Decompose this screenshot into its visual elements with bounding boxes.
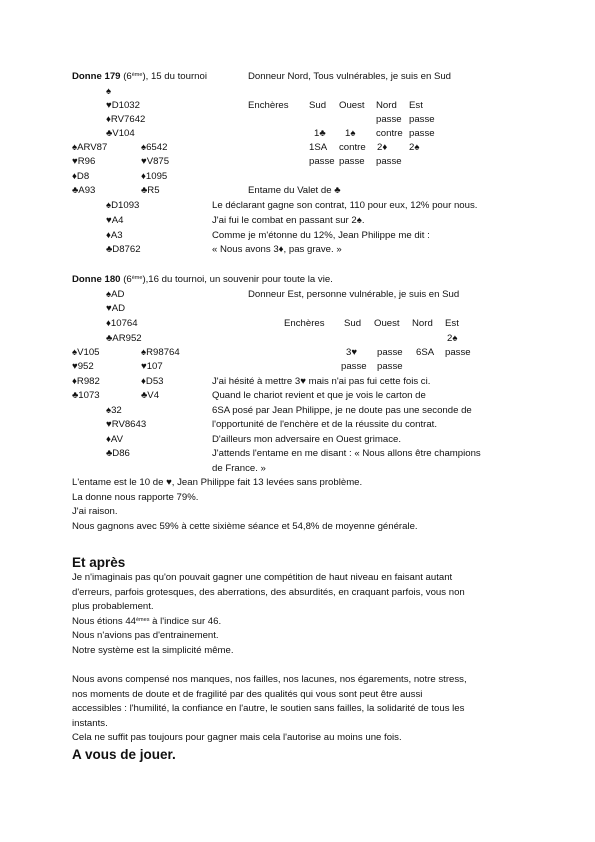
hand180-bidding-label: Enchères <box>284 318 325 329</box>
hand180-east-clubs: ♣V4 <box>141 390 160 401</box>
hand179-east-spades: ♠6542 <box>141 142 168 153</box>
hand179-lead: Entame du Valet de ♣ <box>248 185 341 196</box>
hand180-west-hearts: ♥952 <box>72 361 94 372</box>
hand180-south-hearts: ♥RV8643 <box>106 419 147 430</box>
hand180-title: Donne 180 (6ème),16 du tournoi, un souvenir pour toute la vie. <box>72 274 333 285</box>
hand180-result: L'entame est le 10 de ♥, Jean Philippe fait 13 levées sans problème. <box>72 477 363 488</box>
hand180-comment: Quand le chariot revient et que je vois le carton de <box>212 390 426 401</box>
hand180-comment: 6SA posé par Jean Philippe, je ne doute pas une seconde de <box>212 405 472 416</box>
hand179-bid: 1♣ <box>314 128 326 139</box>
hand179-bid: 2♠ <box>409 142 420 153</box>
hand179-bid-header-sud: Sud <box>309 100 327 111</box>
epilogue-rank-line: Nous étions 44èmes à l'indice sur 46. <box>72 616 222 627</box>
hand180-east-diamonds: ♦D53 <box>141 376 164 387</box>
hand180-bid-header-sud: Sud <box>344 318 362 329</box>
epilogue-paragraph-line: plus probablement. <box>72 601 154 612</box>
hand179-title: Donne 179 (6ème), 15 du tournoi <box>72 71 207 82</box>
hand180-bid-header-ouest: Ouest <box>374 318 400 329</box>
hand179-north-clubs: ♣V104 <box>106 128 135 139</box>
hand180-result: J'ai raison. <box>72 506 118 517</box>
hand180-bid-header-est: Est <box>445 318 459 329</box>
hand179-south-clubs: ♣D8762 <box>106 244 141 255</box>
hand179-east-diamonds: ♦1095 <box>141 171 168 182</box>
hand180-result: La donne nous rapporte 79%. <box>72 492 199 503</box>
hand179-bid: passe <box>376 114 402 125</box>
hand179-bid: 1♠ <box>345 128 356 139</box>
epilogue-paragraph-line: accessibles : l'humilité, la confiance en l'autre, le soutien sans failles, la solidarité de tous les <box>72 703 465 714</box>
hand179-bid-header-est: Est <box>409 100 423 111</box>
epilogue-paragraph-line: instants. <box>72 718 108 729</box>
hand179-north-spades: ♠ <box>106 86 112 97</box>
hand180-comment: de France. » <box>212 463 266 474</box>
hand179-bid: contre <box>376 128 403 139</box>
hand180-west-diamonds: ♦R982 <box>72 376 100 387</box>
hand180-south-clubs: ♣D86 <box>106 448 130 459</box>
hand179-west-hearts: ♥R96 <box>72 156 96 167</box>
hand180-south-diamonds: ♦AV <box>106 434 123 445</box>
hand180-bid: 2♠ <box>447 333 458 344</box>
hand180-bid-header-nord: Nord <box>412 318 433 329</box>
hand180-north-spades: ♠AD <box>106 289 125 300</box>
hand180-comment: l'opportunité de l'enchère et de la réussite du contrat. <box>212 419 437 430</box>
hand179-east-clubs: ♣R5 <box>141 185 160 196</box>
epilogue-paragraph-line: Je n'imaginais pas qu'on pouvait gagner une compétition de haut niveau en faisant autant <box>72 572 453 583</box>
epilogue-heading: Et après <box>72 555 126 570</box>
hand180-east-hearts: ♥107 <box>141 361 163 372</box>
hand179-south-spades: ♠D1093 <box>106 200 140 211</box>
hand179-comment: Comme je m'étonne du 12%, Jean Philippe me dit : <box>212 230 430 241</box>
hand180-bid: 3♥ <box>346 347 358 358</box>
epilogue-paragraph-line: nos moments de doute et de fragilité par des qualités qui vous sont peut être aussi <box>72 689 423 700</box>
hand179-info: Donneur Nord, Tous vulnérables, je suis en Sud <box>248 71 452 82</box>
epilogue-paragraph-line: Cela ne suffit pas toujours pour gagner mais cela l'autorise au moins une fois. <box>72 732 402 743</box>
hand179-west-clubs: ♣A93 <box>72 185 96 196</box>
hand179-bidding-label: Enchères <box>248 100 289 111</box>
hand180-bid: passe <box>377 347 403 358</box>
epilogue-paragraph-line: Nous n'avions pas d'entrainement. <box>72 630 219 641</box>
hand179-north-hearts: ♥D1032 <box>106 100 140 111</box>
hand179-bid: passe <box>309 156 335 167</box>
hand179-comment: J'ai fui le combat en passant sur 2♠. <box>212 215 365 226</box>
epilogue-paragraph-line: d'erreurs, parfois grotesques, des aberrations, des absurdités, en craquant parfois, vous non <box>72 587 465 598</box>
hand180-bid: passe <box>341 361 367 372</box>
hand180-east-spades: ♠R98764 <box>141 347 180 358</box>
hand180-info: Donneur Est, personne vulnérable, je suis en Sud <box>248 289 460 300</box>
epilogue-paragraph-line: Notre système est la simplicité même. <box>72 645 234 656</box>
hand180-bid: passe <box>445 347 471 358</box>
hand179-bid: passe <box>376 156 402 167</box>
hand179-south-hearts: ♥A4 <box>106 215 124 226</box>
hand179-south-diamonds: ♦A3 <box>106 230 123 241</box>
closing-heading: A vous de jouer. <box>72 747 176 762</box>
hand179-bid: passe <box>409 114 435 125</box>
hand179-comment: Le déclarant gagne son contrat, 110 pour eux, 12% pour nous. <box>212 200 478 211</box>
hand179-bid: contre <box>339 142 366 153</box>
hand179-bid: passe <box>409 128 435 139</box>
hand180-south-spades: ♠32 <box>106 405 122 416</box>
hand180-west-spades: ♠V105 <box>72 347 100 358</box>
hand180-north-diamonds: ♦10764 <box>106 318 138 329</box>
hand179-west-diamonds: ♦D8 <box>72 171 90 182</box>
hand180-north-clubs: ♣AR952 <box>106 333 142 344</box>
hand180-comment: D'ailleurs mon adversaire en Ouest grimace. <box>212 434 401 445</box>
hand179-east-hearts: ♥V875 <box>141 156 170 167</box>
hand180-result: Nous gagnons avec 59% à cette sixième séance et 54,8% de moyenne générale. <box>72 521 418 532</box>
hand180-bid: 6SA <box>416 347 435 358</box>
hand179-bid-header-ouest: Ouest <box>339 100 365 111</box>
hand179-bid-header-nord: Nord <box>376 100 397 111</box>
hand179-west-spades: ♠ARV87 <box>72 142 108 153</box>
hand180-west-clubs: ♣1073 <box>72 390 100 401</box>
hand179-bid: 1SA <box>309 142 328 153</box>
hand180-comment: J'attends l'entame en me disant : « Nous allons être champions <box>212 448 481 459</box>
hand179-comment: « Nous avons 3♦, pas grave. » <box>212 244 342 255</box>
hand180-comment: J'ai hésité à mettre 3♥ mais n'ai pas fui cette fois ci. <box>212 376 431 387</box>
epilogue-paragraph-line: Nous avons compensé nos manques, nos failles, nos lacunes, nos égarements, notre stress, <box>72 674 467 685</box>
hand180-bid: passe <box>377 361 403 372</box>
hand179-north-diamonds: ♦RV7642 <box>106 114 146 125</box>
hand180-north-hearts: ♥AD <box>106 303 126 314</box>
hand179-bid: passe <box>339 156 365 167</box>
hand179-bid: 2♦ <box>377 142 388 153</box>
